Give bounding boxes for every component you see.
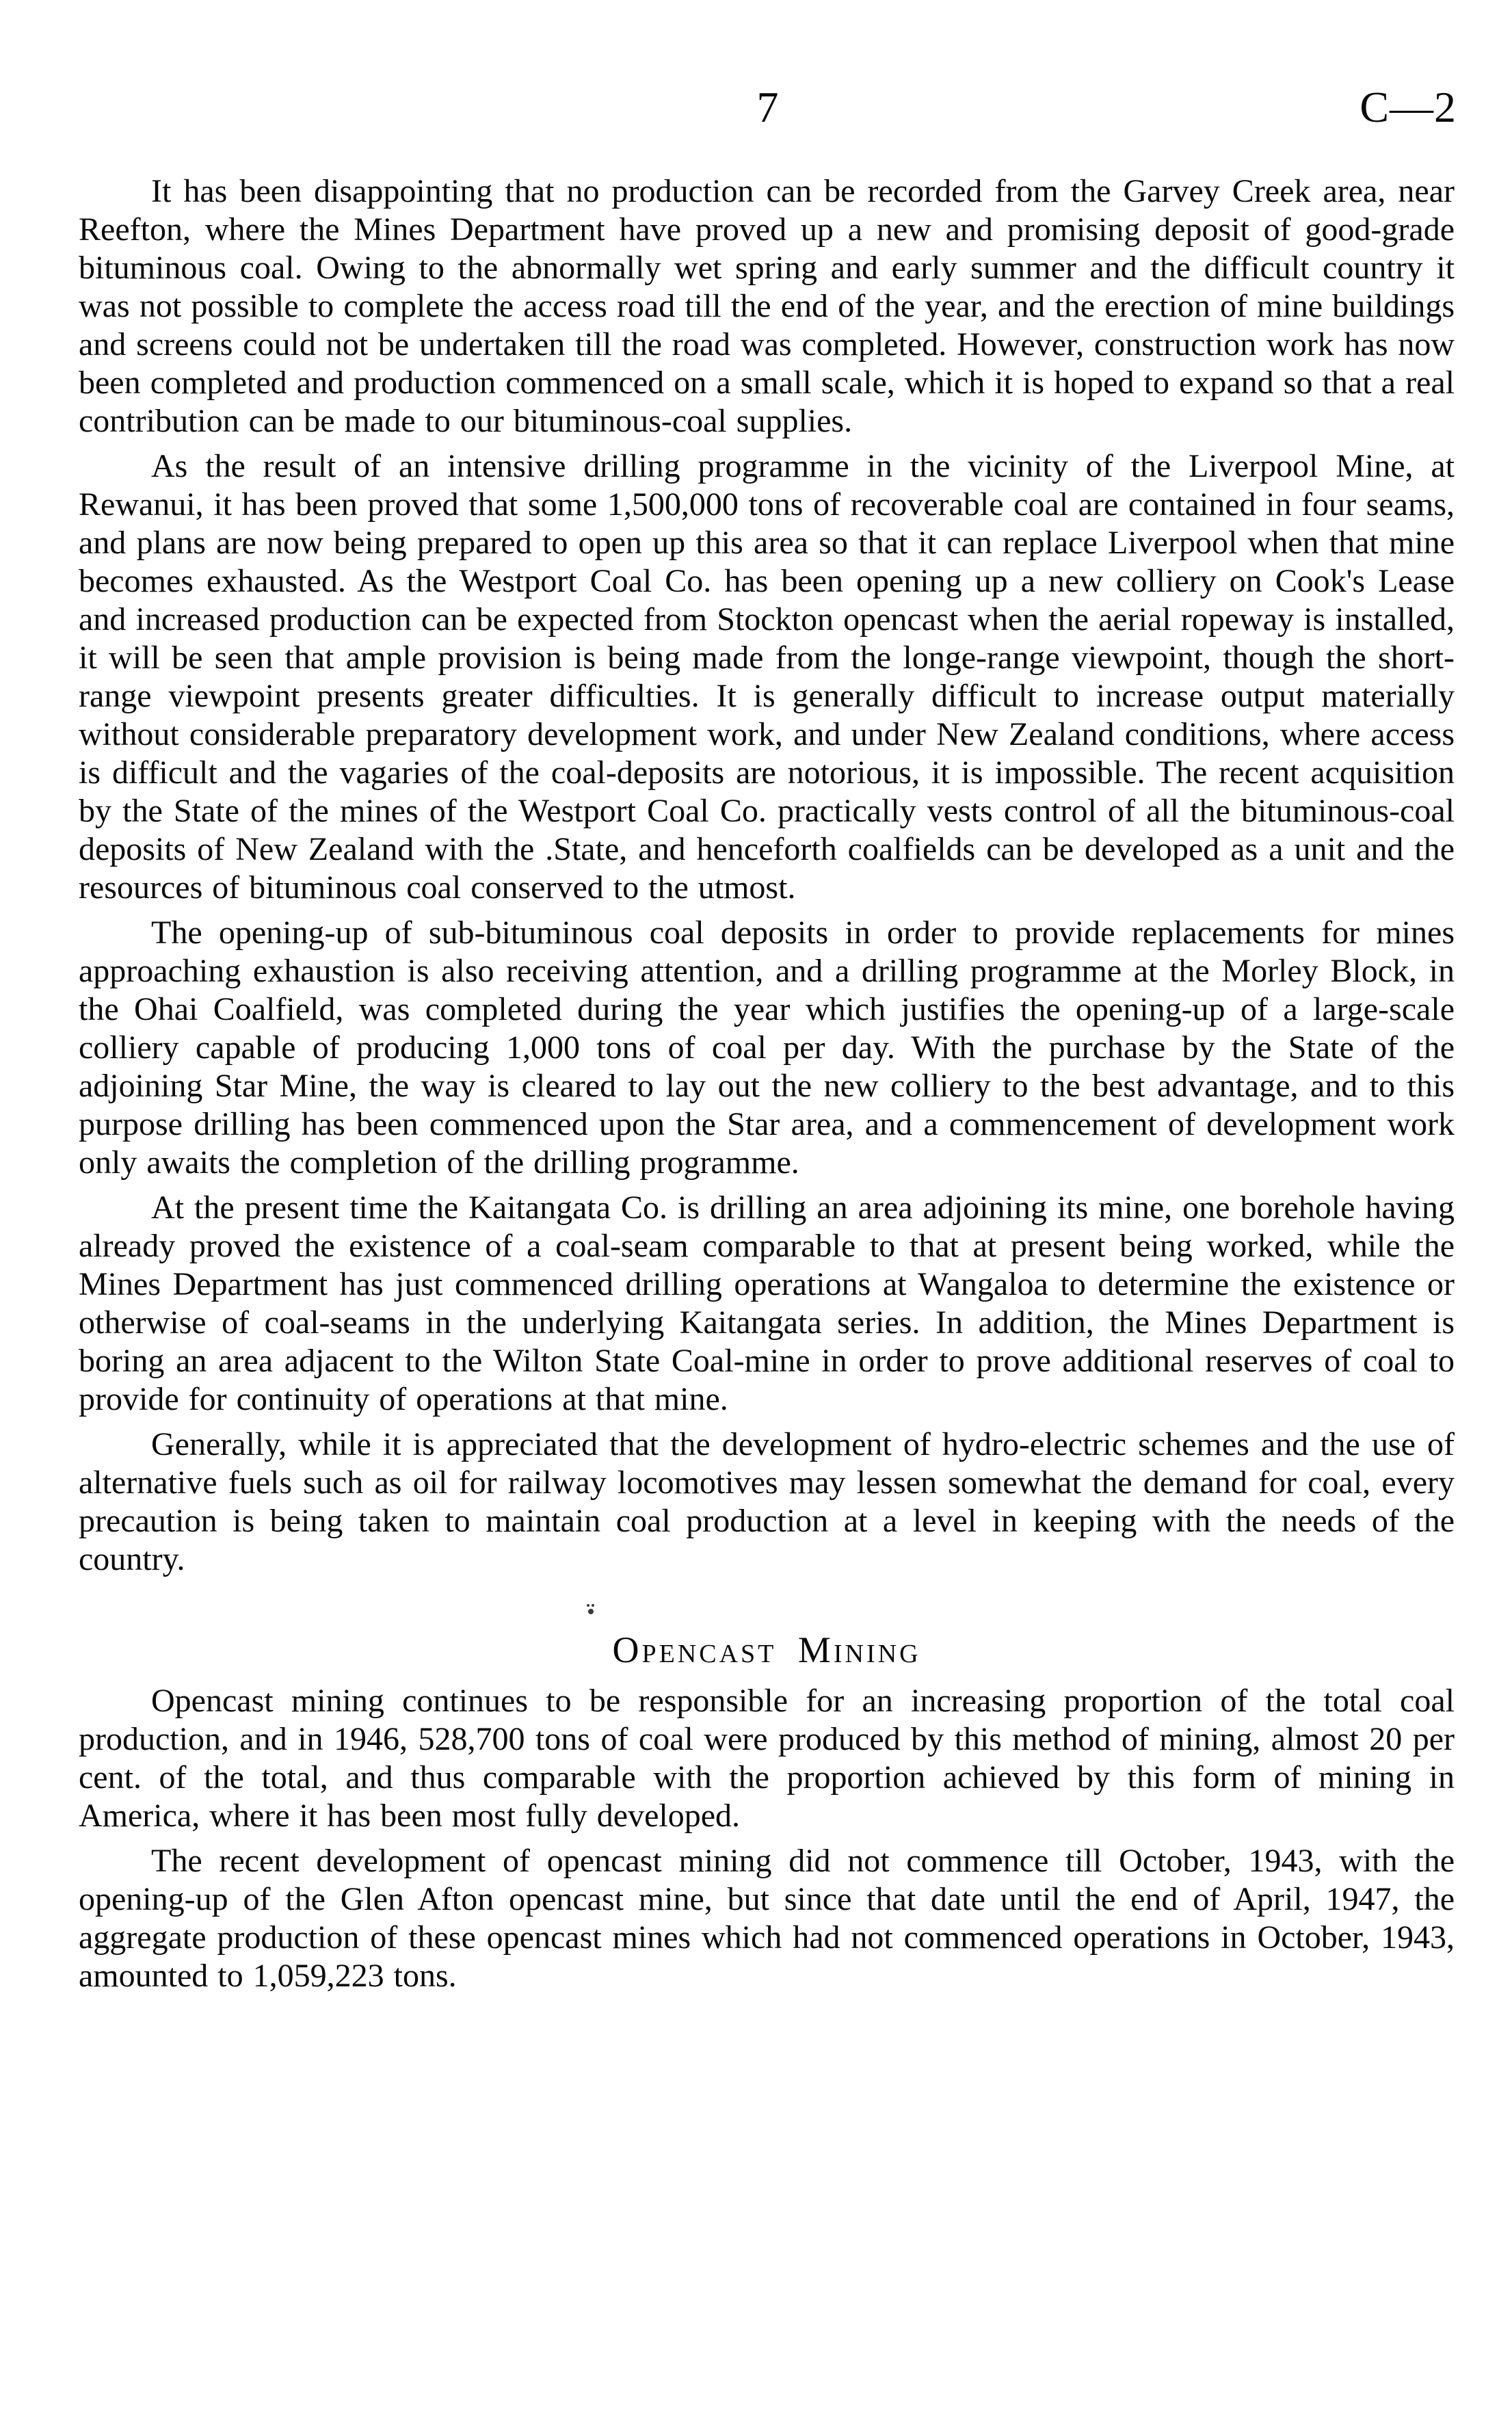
paragraph: At the present time the Kaitangata Co. is drilling an area adjoining its mine, one borehole having already proved the existence of a coal-seam comparable to that at present being worked, while the Mines Department has just commenced drilling operations at Wangaloa to determine the existence or otherwise of coal-seams in the underlying Kaitangata series. In addition, the Mines Department is boring an area adjacent to the Wilton State Coal-mine in order to prove additional reserves of coal to provide for continuity of operations at that mine. [79,1190,1455,1417]
page-number: 7 [756,83,779,131]
page-body [79,172,1455,2002]
paragraph: Generally, while it is appreciated that the development of hydro-electric schemes and the use of alternative fuels such as oil for railway locomotives may lessen somewhat the demand for coal, every precaution is being taken to maintain coal production at a level in keeping with the needs of the country. [79,1426,1455,1577]
paragraph: Opencast mining continues to be responsible for an increasing proportion of the total coal production, and in 1946, 528,700 tons of coal were produced by this method of mining, almost 20 per cent. of the total, and thus comparable with the proportion achieved by this form of mining in America, where it has been most fully developed. [79,1683,1455,1834]
section-heading: Opencast Mining [612,1629,921,1670]
document-reference: C—2 [1360,83,1457,131]
paragraph: As the result of an intensive drilling programme in the vicinity of the Liverpool Mine, at Rewanui, it has been proved that some 1,500,000 tons of recoverable coal are contained in four seams, and plans are now being prepared to open up this area so that it can replace Liverpool when that mine becomes exhausted. As the Westport Coal Co. has been opening up a new colliery on Cook's Lease and increased production can be expected from Stockton opencast when the aerial ropeway is installed, it will be seen that ample provision is being made from the longe-range viewpoint, though the short-range viewpoint presents greater difficulties. It is generally difficult to increase output materially without considerable preparatory development work, and under New Zealand conditions, where access is difficult and the vagaries of the coal-deposits are notorious, it is impossible. The recent acquisition by the State of the mines of the Westport Coal Co. practically vests control of all the bituminous-coal deposits of New Zealand with the .State, and henceforth coalfields can be developed as a unit and the resources of bituminous coal conserved to the utmost. [79,448,1455,906]
paragraph: The recent development of opencast mining did not commence till October, 1943, with the opening-up of the Glen Afton opencast mine, but since that date until the end of April, 1947, the aggregate production of these opencast mines which had not commenced operations in October, 1943, amounted to 1,059,223 tons. [79,1843,1455,1994]
paragraph: It has been disappointing that no production can be recorded from the Garvey Creek area, near Reefton, where the Mines Department have proved up a new and promising deposit of good-grade bituminous coal. Owing to the abnormally wet spring and early summer and the difficult country it was not possible to complete the access road till the end of the year, and the erection of mine buildings and screens could not be undertaken till the road was completed. However, construction work has now been completed and production commenced on a small scale, which it is hoped to expand so that a real contribution can be made to our bituminous-coal supplies. [79,173,1455,439]
paragraph: The opening-up of sub-bituminous coal deposits in order to provide replacements for mines approaching exhaustion is also receiving attention, and a drilling programme at the Morley Block, in the Ohai Coalfield, was completed during the year which justifies the opening-up of a large-scale colliery capable of producing 1,000 tons of coal per day. With the purchase by the State of the adjoining Star Mine, the way is cleared to lay out the new colliery to the best advantage, and to this purpose drilling has been commenced upon the Star area, and a commencement of development work only awaits the completion of the drilling programme. [79,915,1455,1181]
running-header [79,85,1457,130]
ink-speck [588,1609,594,1614]
